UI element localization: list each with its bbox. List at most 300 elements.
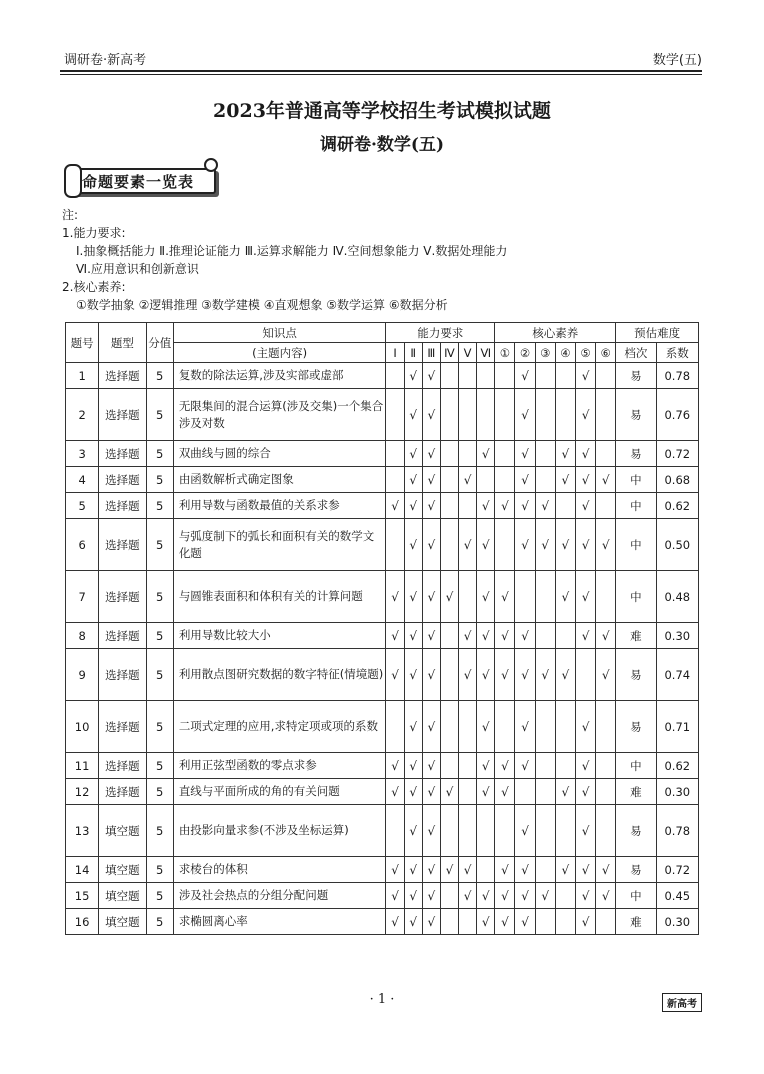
ability-cell: √ (477, 623, 495, 649)
core-cell: √ (575, 805, 595, 857)
ability-cell: √ (386, 909, 404, 935)
ability-cell (440, 805, 458, 857)
core-cell (535, 909, 555, 935)
row-type: 填空题 (99, 857, 146, 883)
row-level: 中 (616, 519, 656, 571)
ability-cell: √ (386, 857, 404, 883)
ability-cell (459, 753, 477, 779)
core-cell: √ (535, 493, 555, 519)
row-score: 5 (146, 883, 173, 909)
ability-cell: √ (459, 857, 477, 883)
core-cell (535, 623, 555, 649)
core-cell (535, 441, 555, 467)
core-cell: √ (575, 857, 595, 883)
ability-cell: √ (459, 467, 477, 493)
ability-cell: √ (477, 519, 495, 571)
core-list: ①数学抽象 ②逻辑推理 ③数学建模 ④直观想象 ⑤数学运算 ⑥数据分析 (76, 298, 448, 312)
row-coef: 0.45 (656, 883, 698, 909)
table-row (66, 623, 699, 649)
row-level: 易 (616, 389, 656, 441)
row-type: 填空题 (99, 883, 146, 909)
ability-cell: √ (404, 883, 422, 909)
row-type: 选择题 (99, 779, 146, 805)
ability-cell: √ (422, 909, 440, 935)
core-cell (596, 701, 616, 753)
row-no: 5 (66, 493, 99, 519)
element-table (65, 322, 699, 935)
core-cell: √ (515, 363, 535, 389)
ability-cell (440, 701, 458, 753)
ability-cell (477, 857, 495, 883)
row-no: 8 (66, 623, 99, 649)
ability-cell: √ (386, 623, 404, 649)
ability-cell: √ (422, 805, 440, 857)
core-cell: √ (596, 857, 616, 883)
table-row (66, 389, 699, 441)
row-score: 5 (146, 779, 173, 805)
core-cell: √ (596, 623, 616, 649)
notes-section (62, 206, 507, 314)
core-cell: √ (575, 441, 595, 467)
ability-cell: √ (404, 805, 422, 857)
ability-cell (440, 753, 458, 779)
ability-cell: √ (404, 701, 422, 753)
core-col-head: ③ (535, 343, 555, 363)
table-row (66, 571, 699, 623)
row-level: 易 (616, 363, 656, 389)
core-cell: √ (535, 519, 555, 571)
ability-cell (459, 571, 477, 623)
row-score: 5 (146, 519, 173, 571)
row-level: 易 (616, 701, 656, 753)
ability-heading: 1.能力要求: (62, 226, 126, 240)
row-coef: 0.62 (656, 493, 698, 519)
core-col-head: ④ (555, 343, 575, 363)
ability-cell: √ (477, 571, 495, 623)
ability-cell: √ (386, 571, 404, 623)
core-cell: √ (596, 883, 616, 909)
row-no: 12 (66, 779, 99, 805)
core-cell: √ (515, 519, 535, 571)
ability-cell: √ (422, 493, 440, 519)
row-knowledge: 二项式定理的应用,求特定项或项的系数 (173, 701, 386, 753)
ability-cell: √ (477, 493, 495, 519)
row-score: 5 (146, 649, 173, 701)
row-coef: 0.78 (656, 363, 698, 389)
row-no: 4 (66, 467, 99, 493)
table-row (66, 805, 699, 857)
table-row (66, 363, 699, 389)
core-cell (596, 909, 616, 935)
core-cell (495, 701, 515, 753)
core-cell: √ (575, 493, 595, 519)
header-rule-thin (60, 74, 702, 75)
ability-cell (440, 909, 458, 935)
row-level: 难 (616, 909, 656, 935)
core-col-head: ⑥ (596, 343, 616, 363)
ability-cell: √ (386, 649, 404, 701)
ability-cell: √ (386, 779, 404, 805)
row-knowledge: 由投影向量求参(不涉及坐标运算) (173, 805, 386, 857)
ability-cell (386, 467, 404, 493)
row-coef: 0.76 (656, 389, 698, 441)
table-row (66, 649, 699, 701)
core-cell: √ (495, 649, 515, 701)
row-score: 5 (146, 857, 173, 883)
ability-list-2: Ⅵ.应用意识和创新意识 (76, 262, 199, 276)
ability-cell: √ (477, 649, 495, 701)
core-cell (555, 805, 575, 857)
ability-cell: √ (386, 493, 404, 519)
ability-cell (440, 649, 458, 701)
core-cell: √ (515, 623, 535, 649)
core-cell (596, 779, 616, 805)
core-cell (596, 389, 616, 441)
core-cell: √ (575, 701, 595, 753)
core-cell: √ (596, 649, 616, 701)
core-cell (555, 753, 575, 779)
table-row (66, 493, 699, 519)
ability-cell: √ (422, 363, 440, 389)
core-cell (596, 363, 616, 389)
row-score: 5 (146, 441, 173, 467)
col-knowledge-sub: (主题内容) (173, 343, 386, 363)
ability-cell: √ (404, 467, 422, 493)
ability-cell: √ (404, 519, 422, 571)
row-knowledge: 利用导数比较大小 (173, 623, 386, 649)
core-cell (555, 623, 575, 649)
row-coef: 0.48 (656, 571, 698, 623)
row-no: 14 (66, 857, 99, 883)
row-no: 16 (66, 909, 99, 935)
ability-cell: √ (422, 883, 440, 909)
row-coef: 0.74 (656, 649, 698, 701)
banner-label: 命题要素一览表 (82, 173, 195, 191)
core-cell (535, 779, 555, 805)
ability-cell: √ (459, 649, 477, 701)
core-cell: √ (495, 623, 515, 649)
ability-cell: √ (404, 363, 422, 389)
ability-cell: √ (440, 857, 458, 883)
table-row (66, 467, 699, 493)
core-cell (495, 389, 515, 441)
core-cell (555, 363, 575, 389)
core-cell: √ (495, 493, 515, 519)
row-score: 5 (146, 571, 173, 623)
core-cell: √ (535, 883, 555, 909)
col-ability: 能力要求 (386, 323, 495, 343)
footer-badge: 新高考 (662, 993, 702, 1012)
core-cell (535, 467, 555, 493)
row-knowledge: 与弧度制下的弧长和面积有关的数学文化题 (173, 519, 386, 571)
row-level: 易 (616, 805, 656, 857)
col-core: 核心素养 (495, 323, 616, 343)
table-row (66, 441, 699, 467)
core-cell (596, 753, 616, 779)
row-level: 中 (616, 883, 656, 909)
ability-cell (440, 519, 458, 571)
row-knowledge: 双曲线与圆的综合 (173, 441, 386, 467)
row-type: 选择题 (99, 571, 146, 623)
scroll-knob-icon (204, 158, 218, 172)
core-cell: √ (575, 883, 595, 909)
row-no: 9 (66, 649, 99, 701)
row-score: 5 (146, 805, 173, 857)
ability-cell: √ (440, 571, 458, 623)
row-knowledge: 无限集间的混合运算(涉及交集)一个集合涉及对数 (173, 389, 386, 441)
ability-cell: √ (404, 779, 422, 805)
core-cell: √ (575, 467, 595, 493)
ability-cell: √ (404, 389, 422, 441)
row-level: 中 (616, 571, 656, 623)
core-cell: √ (575, 909, 595, 935)
ability-cell (440, 363, 458, 389)
row-no: 3 (66, 441, 99, 467)
ability-cell (386, 519, 404, 571)
table-row (66, 883, 699, 909)
ability-cell: √ (477, 779, 495, 805)
ability-cell: √ (459, 519, 477, 571)
core-col-head: ② (515, 343, 535, 363)
ability-cell: √ (404, 857, 422, 883)
ability-col-head: Ⅰ (386, 343, 404, 363)
row-knowledge: 复数的除法运算,涉及实部或虚部 (173, 363, 386, 389)
core-cell: √ (495, 883, 515, 909)
row-type: 填空题 (99, 909, 146, 935)
core-cell: √ (515, 857, 535, 883)
ability-cell: √ (422, 519, 440, 571)
ability-cell: √ (422, 441, 440, 467)
core-cell: √ (515, 753, 535, 779)
row-type: 选择题 (99, 389, 146, 441)
page-title: 2023年普通高等学校招生考试模拟试题 (213, 100, 551, 122)
row-type: 填空题 (99, 805, 146, 857)
core-heading: 2.核心素养: (62, 280, 126, 294)
core-cell: √ (495, 571, 515, 623)
core-cell: √ (555, 441, 575, 467)
core-cell: √ (555, 857, 575, 883)
col-coef: 系数 (656, 343, 698, 363)
core-cell: √ (515, 467, 535, 493)
core-cell (495, 805, 515, 857)
row-knowledge: 利用导数与函数最值的关系求参 (173, 493, 386, 519)
row-no: 10 (66, 701, 99, 753)
row-no: 13 (66, 805, 99, 857)
table-row (66, 779, 699, 805)
core-cell: √ (515, 493, 535, 519)
page-subtitle: 调研卷·数学(五) (319, 135, 444, 155)
ability-cell: √ (440, 779, 458, 805)
row-coef: 0.50 (656, 519, 698, 571)
core-cell (555, 389, 575, 441)
ability-col-head: Ⅱ (404, 343, 422, 363)
table-row (66, 519, 699, 571)
row-score: 5 (146, 467, 173, 493)
table-row (66, 909, 699, 935)
row-knowledge: 利用散点图研究数据的数字特征(情境题) (173, 649, 386, 701)
ability-cell (459, 909, 477, 935)
row-knowledge: 由函数解析式确定图象 (173, 467, 386, 493)
row-type: 选择题 (99, 519, 146, 571)
core-cell (535, 857, 555, 883)
core-cell: √ (575, 571, 595, 623)
ability-cell (386, 363, 404, 389)
ability-cell: √ (477, 441, 495, 467)
ability-cell (440, 623, 458, 649)
core-cell: √ (495, 857, 515, 883)
ability-cell (477, 805, 495, 857)
ability-cell (477, 363, 495, 389)
ability-col-head: Ⅴ (459, 343, 477, 363)
core-cell: √ (555, 519, 575, 571)
row-score: 5 (146, 493, 173, 519)
core-cell: √ (515, 649, 535, 701)
row-type: 选择题 (99, 701, 146, 753)
row-level: 易 (616, 857, 656, 883)
core-cell: √ (515, 389, 535, 441)
core-cell (555, 883, 575, 909)
ability-cell: √ (422, 649, 440, 701)
ability-cell: √ (477, 883, 495, 909)
row-score: 5 (146, 753, 173, 779)
ability-cell (386, 805, 404, 857)
row-score: 5 (146, 623, 173, 649)
scroll-curl-icon (64, 164, 82, 198)
row-level: 易 (616, 441, 656, 467)
ability-cell: √ (422, 701, 440, 753)
core-cell: √ (555, 649, 575, 701)
core-cell (495, 441, 515, 467)
ability-cell: √ (422, 857, 440, 883)
ability-cell (459, 389, 477, 441)
ability-cell (459, 441, 477, 467)
ability-cell: √ (477, 909, 495, 935)
row-coef: 0.30 (656, 623, 698, 649)
ability-cell (440, 883, 458, 909)
core-cell: √ (495, 779, 515, 805)
row-type: 选择题 (99, 467, 146, 493)
core-cell (555, 493, 575, 519)
row-coef: 0.30 (656, 779, 698, 805)
page-number: · 1 · (369, 992, 395, 1007)
ability-cell (440, 441, 458, 467)
core-cell (535, 753, 555, 779)
row-knowledge: 与圆锥表面积和体积有关的计算问题 (173, 571, 386, 623)
core-cell: √ (575, 623, 595, 649)
row-coef: 0.78 (656, 805, 698, 857)
core-cell (495, 519, 515, 571)
row-score: 5 (146, 363, 173, 389)
row-no: 11 (66, 753, 99, 779)
ability-cell: √ (404, 441, 422, 467)
header-right: 数学(五) (652, 53, 702, 68)
ability-cell (477, 467, 495, 493)
row-no: 7 (66, 571, 99, 623)
core-cell: √ (555, 571, 575, 623)
ability-cell: √ (459, 623, 477, 649)
core-cell (555, 909, 575, 935)
row-level: 中 (616, 753, 656, 779)
row-score: 5 (146, 909, 173, 935)
row-coef: 0.72 (656, 441, 698, 467)
row-type: 选择题 (99, 363, 146, 389)
ability-cell: √ (422, 467, 440, 493)
core-cell: √ (575, 389, 595, 441)
notes-heading: 注: (62, 208, 79, 222)
core-cell (596, 441, 616, 467)
ability-cell: √ (477, 753, 495, 779)
col-no: 题号 (66, 323, 99, 363)
ability-cell (459, 779, 477, 805)
row-score: 5 (146, 389, 173, 441)
ability-cell (477, 389, 495, 441)
row-knowledge: 求棱台的体积 (173, 857, 386, 883)
core-cell (596, 571, 616, 623)
table-row (66, 701, 699, 753)
ability-cell: √ (404, 649, 422, 701)
col-knowledge: 知识点 (173, 323, 386, 343)
row-level: 中 (616, 467, 656, 493)
row-no: 1 (66, 363, 99, 389)
ability-cell (459, 701, 477, 753)
core-cell: √ (575, 779, 595, 805)
row-level: 难 (616, 623, 656, 649)
ability-cell: √ (422, 753, 440, 779)
ability-cell (440, 389, 458, 441)
ability-cell (440, 493, 458, 519)
ability-list-1: Ⅰ.抽象概括能力 Ⅱ.推理论证能力 Ⅲ.运算求解能力 Ⅳ.空间想象能力 Ⅴ.数据处理能力 (76, 244, 508, 258)
core-cell (575, 649, 595, 701)
core-cell: √ (555, 779, 575, 805)
row-level: 易 (616, 649, 656, 701)
core-cell (515, 571, 535, 623)
row-coef: 0.72 (656, 857, 698, 883)
core-cell (535, 389, 555, 441)
core-cell (495, 467, 515, 493)
core-cell: √ (515, 701, 535, 753)
core-cell: √ (495, 753, 515, 779)
ability-cell: √ (422, 571, 440, 623)
row-score: 5 (146, 701, 173, 753)
ability-col-head: Ⅲ (422, 343, 440, 363)
row-level: 中 (616, 493, 656, 519)
ability-cell (459, 805, 477, 857)
core-cell: √ (515, 805, 535, 857)
row-type: 选择题 (99, 493, 146, 519)
row-knowledge: 涉及社会热点的分组分配问题 (173, 883, 386, 909)
ability-cell: √ (404, 909, 422, 935)
core-col-head: ⑤ (575, 343, 595, 363)
row-level: 难 (616, 779, 656, 805)
row-knowledge: 利用正弦型函数的零点求参 (173, 753, 386, 779)
core-cell (535, 363, 555, 389)
core-cell (596, 805, 616, 857)
section-banner (64, 164, 214, 196)
ability-cell: √ (404, 753, 422, 779)
ability-cell (386, 701, 404, 753)
row-no: 6 (66, 519, 99, 571)
col-estimate: 预估难度 (616, 323, 699, 343)
ability-cell (459, 493, 477, 519)
row-coef: 0.71 (656, 701, 698, 753)
core-cell: √ (515, 441, 535, 467)
core-cell (515, 779, 535, 805)
row-knowledge: 求椭圆离心率 (173, 909, 386, 935)
ability-cell: √ (422, 623, 440, 649)
ability-cell: √ (404, 623, 422, 649)
core-col-head: ① (495, 343, 515, 363)
row-type: 选择题 (99, 441, 146, 467)
